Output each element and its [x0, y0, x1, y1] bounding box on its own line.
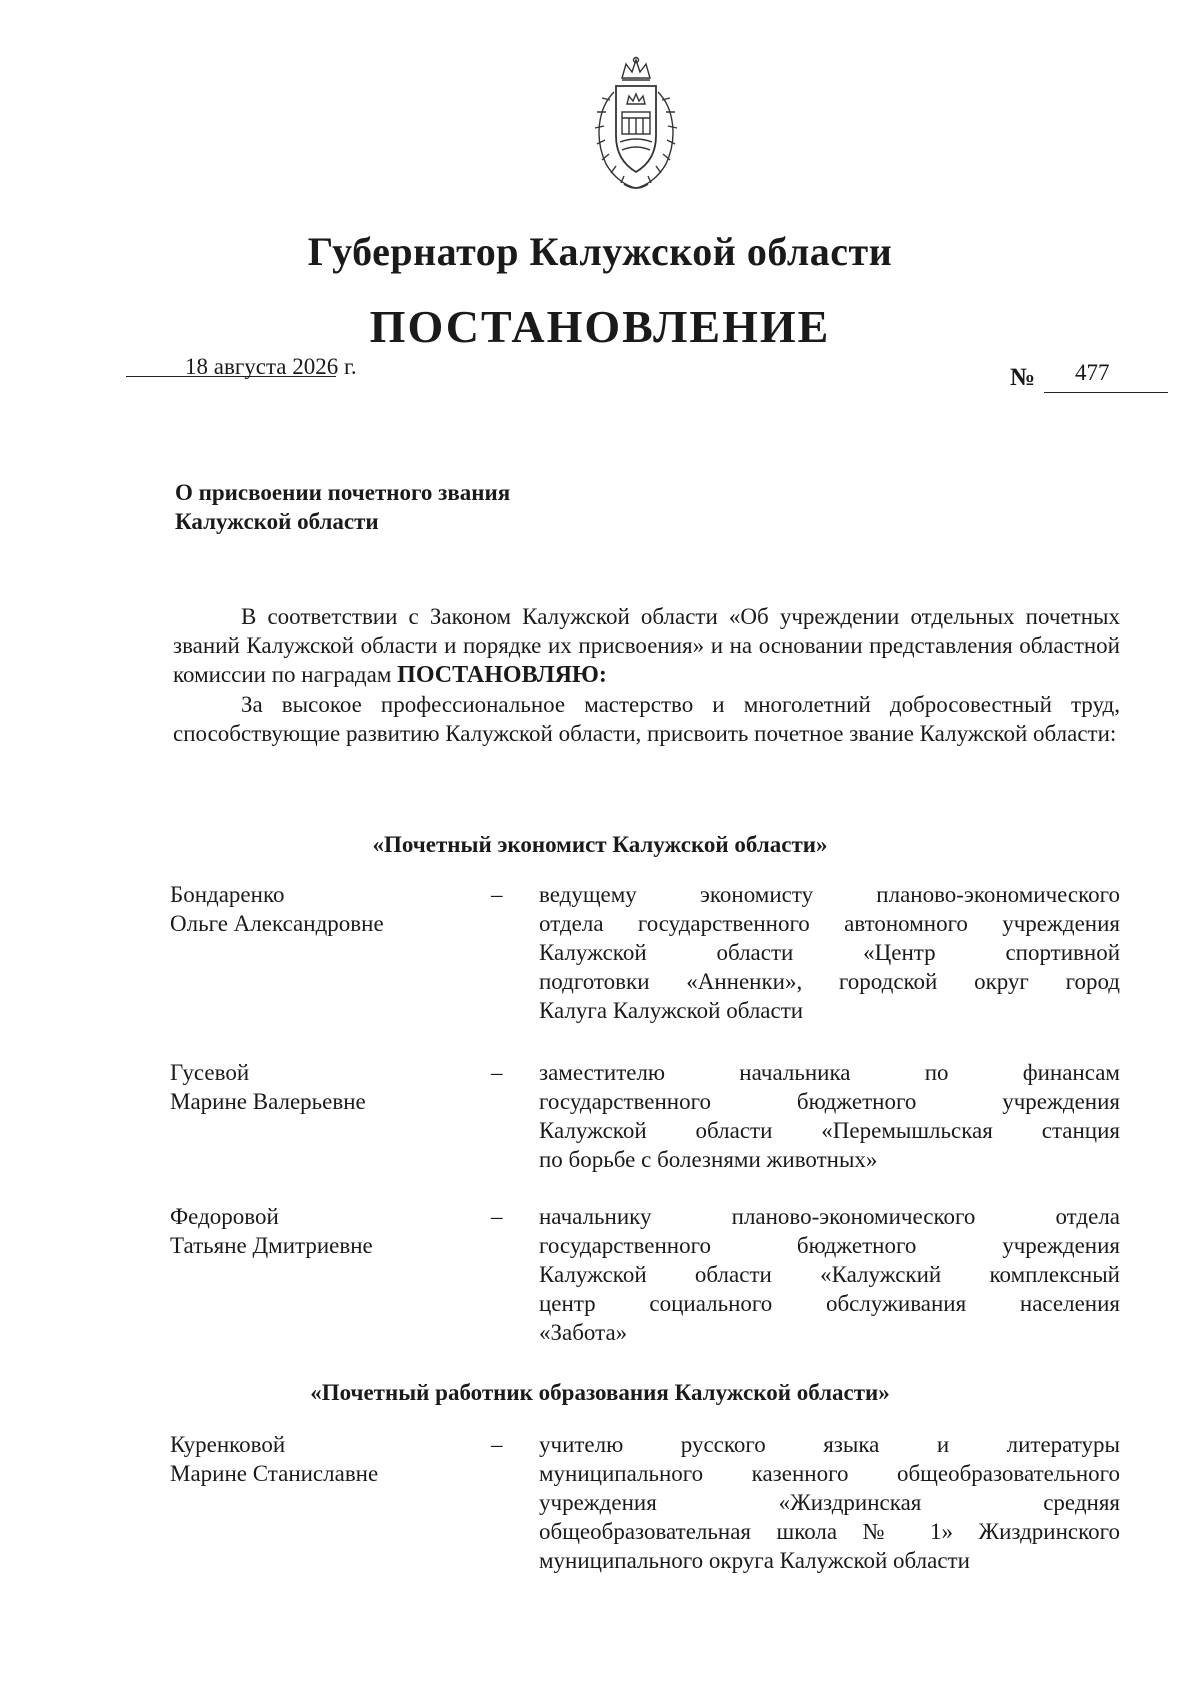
position-line: Калужской области «Перемышльская станция — [539, 1118, 1120, 1143]
preamble-text: В соответствии с Законом Калужской области «Об учреждении отдельных почетных званий Калужской области и порядке их присвоения» и на основании представления областной комиссии по наградам — [173, 604, 1120, 687]
awardee-name — [170, 1202, 470, 1260]
number-underline — [1044, 392, 1168, 393]
document-subject — [175, 478, 510, 536]
preamble-paragraph-2: За высокое профессиональное мастерство и многолетний добросовестный труд, способствующие развитию Калужской области, присвоить почетное звание Калужской области: — [173, 692, 1120, 746]
section-title-economist: «Почетный экономист Калужской области» — [372, 832, 828, 857]
position-line: Калужской области «Калужский комплексный — [539, 1262, 1120, 1287]
awardee-position — [539, 1430, 1120, 1575]
subject-line-1: О присвоении почетного звания — [175, 480, 511, 505]
section-title-education: «Почетный работник образования Калужской области» — [310, 1380, 890, 1405]
dash-separator: – — [491, 1432, 503, 1457]
position-line: подготовки «Анненки», городской округ город — [539, 969, 1120, 994]
position-line: начальнику планово-экономического отдела — [539, 1204, 1120, 1229]
awardee-name — [170, 1058, 470, 1116]
awardee-name — [170, 880, 470, 938]
position-line: государственного бюджетного учреждения — [539, 1233, 1120, 1258]
position-line: отдела государственного автономного учреждения — [539, 911, 1120, 936]
awardee-given-names: Татьяне Дмитриевне — [170, 1233, 373, 1258]
awardee-given-names: Ольге Александровне — [170, 911, 384, 936]
position-line: по борьбе с болезнями животных» — [539, 1147, 878, 1172]
preamble — [173, 602, 1120, 748]
awardee-position — [539, 880, 1120, 1025]
document-date: 18 августа 2026 г. — [185, 354, 357, 379]
awardee-given-names: Марине Станиславне — [170, 1461, 379, 1486]
position-line: «Забота» — [539, 1320, 628, 1345]
awardee-given-names: Марине Валерьевне — [170, 1089, 366, 1114]
awardee-surname: Бондаренко — [170, 882, 285, 907]
position-line: Калужской области «Центр спортивной — [539, 940, 1120, 965]
issuing-authority: Губернатор Калужской области — [307, 229, 893, 274]
document-number: 477 — [1075, 360, 1110, 385]
awardee-position — [539, 1058, 1120, 1174]
position-line: государственного бюджетного учреждения — [539, 1089, 1120, 1114]
position-line: муниципального казенного общеобразовательного — [539, 1461, 1120, 1486]
dash-separator: – — [491, 1060, 503, 1085]
position-line: центр социального обслуживания населения — [539, 1291, 1120, 1316]
position-line: ведущему экономисту планово-экономического — [539, 882, 1120, 907]
position-line: общеобразовательная школа № 1» Жиздринского — [539, 1519, 1120, 1544]
awardee-position — [539, 1202, 1120, 1347]
awardee-surname: Куренковой — [170, 1432, 286, 1457]
awardee-surname: Федоровой — [170, 1204, 279, 1229]
awardee-surname: Гусевой — [170, 1060, 250, 1085]
awardee-name — [170, 1430, 470, 1488]
position-line: учреждения «Жиздринская средняя — [539, 1490, 1120, 1515]
dash-separator: – — [491, 882, 503, 907]
position-line: Калуга Калужской области — [539, 998, 804, 1023]
document-type-title: ПОСТАНОВЛЕНИЕ — [369, 301, 831, 352]
position-line: муниципального округа Калужской области — [539, 1548, 970, 1573]
position-line: заместителю начальника по финансам — [539, 1060, 1120, 1085]
dash-separator: – — [491, 1204, 503, 1229]
position-line: учителю русского языка и литературы — [539, 1432, 1120, 1457]
number-sign: № — [1010, 364, 1036, 391]
coat-of-arms-emblem — [584, 56, 688, 194]
resolution-keyword: ПОСТАНОВЛЯЮ: — [397, 662, 607, 688]
preamble-paragraph-1 — [173, 602, 1120, 690]
subject-line-2: Калужской области — [175, 509, 379, 534]
